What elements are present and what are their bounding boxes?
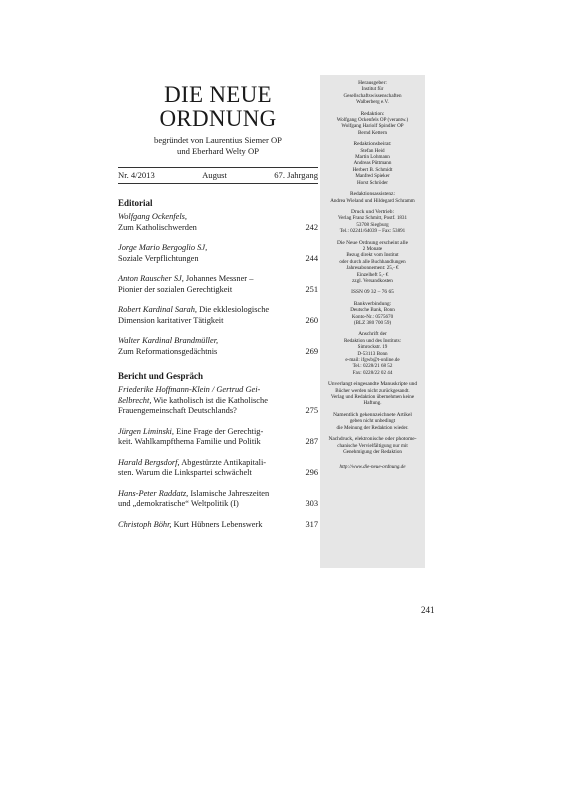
toc-page-number: 317 bbox=[305, 519, 318, 529]
imprint-line: e-mail: ifgwb@t-online.de bbox=[345, 357, 400, 364]
imprint-line: Einzelheft 5,- € bbox=[356, 271, 389, 278]
imprint-block bbox=[320, 141, 425, 186]
imprint-line: Genehmigung der Redaktion bbox=[343, 448, 402, 455]
imprint-line: Anschrift der bbox=[358, 331, 387, 338]
imprint-line: Deutsche Bank, Bonn bbox=[350, 307, 395, 314]
imprint-line: Druck und Vertrieb: bbox=[350, 208, 394, 215]
imprint-line: Redaktionsbeirat: bbox=[353, 141, 392, 148]
toc-page-number: 251 bbox=[305, 284, 318, 294]
imprint-line: Manfred Spieker bbox=[355, 173, 390, 180]
toc-page-number: 269 bbox=[305, 346, 318, 356]
imprint-line: Tel.: 02241/64039 – Fax: 53891 bbox=[339, 228, 406, 235]
toc-title: Abgestürzte Antikapitali- bbox=[179, 457, 267, 467]
table-of-contents bbox=[118, 198, 318, 530]
toc-title: Dimension karitativer Tätigkeit bbox=[118, 315, 224, 325]
toc-author: Walter Kardinal Brandmüller, bbox=[118, 336, 219, 345]
toc-title: Soziale Verpflichtungen bbox=[118, 253, 199, 263]
toc-author: Friederike Hoffmann-Klein / Gertrud Gei- bbox=[118, 385, 261, 394]
toc-page-number: 275 bbox=[305, 406, 318, 415]
issue-volume: 67. Jahrgang bbox=[274, 170, 318, 180]
toc-page-number: 242 bbox=[305, 222, 318, 232]
imprint-line: (BLZ 380 700 59) bbox=[353, 320, 392, 326]
imprint-line: Fax: 0228/22 02 44 bbox=[352, 369, 393, 376]
imprint-line: geben nicht unbedingt bbox=[349, 418, 396, 425]
imprint-line: Bezug direkt vom Institut bbox=[346, 252, 399, 259]
toc-author: ßelbrecht, bbox=[118, 395, 152, 405]
imprint-line: Verlag Franz Schmitt, Postf. 1831 bbox=[337, 215, 408, 222]
toc-entry bbox=[118, 520, 318, 531]
page-number: 241 bbox=[421, 605, 435, 615]
imprint-line: Institut für bbox=[361, 86, 384, 93]
imprint-line: Redaktion: bbox=[360, 110, 385, 117]
imprint-block bbox=[320, 331, 425, 376]
imprint-line: Wolfgang Ockenfels OP (verantw.) bbox=[336, 117, 409, 124]
toc-title: keit. Wahlkampfthema Familie und Politik bbox=[118, 437, 261, 446]
toc-author: Hans-Peter Raddatz, bbox=[118, 488, 189, 498]
toc-entry bbox=[118, 274, 318, 295]
imprint-line: Simrockstr. 19 bbox=[357, 344, 388, 351]
imprint-line: Namentlich gekennzeichnete Artikel bbox=[333, 411, 412, 418]
toc-title: Eine Frage der Gerechtig- bbox=[173, 426, 264, 436]
toc-page-number: 287 bbox=[305, 437, 318, 446]
toc-page-number: 260 bbox=[305, 315, 318, 325]
imprint-line: Stefan Heid bbox=[360, 147, 385, 154]
imprint-line: Andrea Wieland und Hildegard Schramm bbox=[330, 197, 415, 204]
website-url: http://www.die-neue-ordnung.de bbox=[339, 464, 406, 471]
imprint-line: chanische Vervielfältigung nur mit bbox=[337, 442, 408, 449]
toc-author: Harald Bergsdorf, bbox=[118, 457, 180, 467]
toc-entry bbox=[118, 458, 318, 479]
imprint-block bbox=[320, 381, 425, 407]
toc-section-heading: Bericht und Gespräch bbox=[118, 371, 204, 381]
toc-page-number: 244 bbox=[305, 253, 318, 263]
toc-author: Anton Rauscher SJ, bbox=[118, 274, 184, 283]
imprint-block bbox=[320, 289, 425, 295]
toc-entry bbox=[118, 489, 318, 510]
imprint-line: Tel.: 0228/21 68 52 bbox=[352, 363, 393, 370]
imprint-blocks bbox=[320, 80, 425, 455]
imprint-line: Horst Schröder bbox=[357, 179, 388, 186]
imprint-line: 2 Monate bbox=[362, 245, 383, 252]
imprint-block bbox=[320, 436, 425, 455]
toc-title: Pionier der sozialen Gerechtigkeit bbox=[118, 284, 233, 294]
toc-title: Johannes Messner – bbox=[183, 274, 254, 283]
toc-entry bbox=[118, 427, 318, 448]
imprint-line: Redaktionsassistenz: bbox=[350, 191, 395, 198]
toc-entry bbox=[118, 212, 318, 233]
imprint-line: Verlag und Redaktion übernehmen keine bbox=[330, 394, 415, 401]
toc-title: Zum Reformationsgedächtnis bbox=[118, 346, 218, 356]
toc-author: Wolfgang Ockenfels, bbox=[118, 212, 188, 221]
imprint-line: Nachdruck, elektronische oder photome- bbox=[328, 436, 417, 443]
journal-title: DIE NEUE ORDNUNG bbox=[159, 82, 277, 131]
toc-title: und „demokratische“ Weltpolitik (I) bbox=[118, 499, 239, 508]
toc-title: sten. Warum die Linkspartei schwächelt bbox=[118, 468, 252, 477]
imprint-line: Martin Lohmann bbox=[355, 154, 390, 161]
imprint-line: Gesellschaftswissenschaften bbox=[343, 92, 402, 99]
issue-line bbox=[118, 167, 318, 184]
toc-title: Frauengemeinschaft Deutschlands? bbox=[118, 406, 237, 415]
imprint-line: Redaktion und des Instituts: bbox=[343, 337, 402, 344]
toc-page-number: 296 bbox=[305, 468, 318, 477]
imprint-line: Herausgeber: bbox=[358, 80, 387, 86]
founders-note: begründet von Laurentius Siemer OP und Eberhard Welty OP bbox=[154, 135, 282, 156]
toc-entry bbox=[118, 385, 318, 417]
toc-entry bbox=[118, 305, 318, 326]
imprint-line: Walberberg e.V. bbox=[356, 99, 389, 106]
toc-author: Jorge Mario Bergoglio SJ, bbox=[118, 243, 208, 252]
imprint-line: Konto-Nr.: 0575670 bbox=[351, 313, 394, 320]
imprint-line: D-53113 Bonn bbox=[357, 350, 388, 357]
imprint-block bbox=[320, 240, 425, 285]
toc-title: Kurt Hübners Lebenswerk bbox=[171, 519, 263, 529]
imprint-block bbox=[320, 412, 425, 431]
toc-entry bbox=[118, 243, 318, 264]
toc-title: Zum Katholischwerden bbox=[118, 222, 197, 232]
toc-section-heading: Editorial bbox=[118, 198, 153, 208]
toc-title: Die ekklesiologische bbox=[197, 305, 270, 314]
imprint-line: Bankverbindung: bbox=[353, 300, 392, 307]
imprint-block bbox=[320, 191, 425, 204]
toc-author: Jürgen Liminski, bbox=[118, 426, 174, 436]
contents-column bbox=[118, 75, 318, 530]
imprint-line: Herbert B. Schmidt bbox=[352, 166, 393, 173]
imprint-block bbox=[320, 111, 425, 137]
toc-entry bbox=[118, 336, 318, 357]
issue-month: August bbox=[202, 170, 227, 180]
issue-number: Nr. 4/2013 bbox=[118, 170, 155, 180]
imprint-line: ISSN 09 32 – 76 65 bbox=[351, 289, 394, 296]
imprint-line: 53708 Siegburg bbox=[356, 221, 389, 228]
imprint-line: Wolfgang Hariolf Spindler OP bbox=[341, 123, 404, 130]
imprint-line: Andreas Püttmann bbox=[353, 160, 392, 167]
toc-title: Islamische Jahreszeiten bbox=[188, 488, 270, 498]
imprint-line: Unverlangt eingesandte Manuskripte und bbox=[327, 381, 418, 388]
imprint-line: Haftung. bbox=[363, 400, 382, 407]
imprint-line: Die Neue Ordnung erscheint alle bbox=[337, 239, 408, 246]
imprint-line: die Meinung der Redaktion wieder. bbox=[336, 424, 409, 431]
imprint-block bbox=[320, 80, 425, 106]
toc-author: Robert Kardinal Sarah, bbox=[118, 305, 198, 314]
imprint-sidebar bbox=[320, 75, 425, 568]
toc-title: Wie katholisch ist die Katholische bbox=[151, 395, 268, 405]
imprint-line: Bernd Kettern bbox=[358, 129, 387, 136]
imprint-line: zzgl. Versandkosten bbox=[352, 277, 393, 284]
imprint-line: Bücher werden nicht zurückgesandt. bbox=[335, 387, 410, 394]
toc-author: Christoph Böhr, bbox=[118, 519, 172, 529]
toc-page-number: 303 bbox=[305, 499, 318, 508]
imprint-block bbox=[320, 301, 425, 327]
imprint-line: oder durch alle Buchhandlungen bbox=[339, 258, 406, 265]
imprint-block bbox=[320, 209, 425, 235]
imprint-line: Jahresabonnement: 25,- € bbox=[346, 265, 399, 272]
